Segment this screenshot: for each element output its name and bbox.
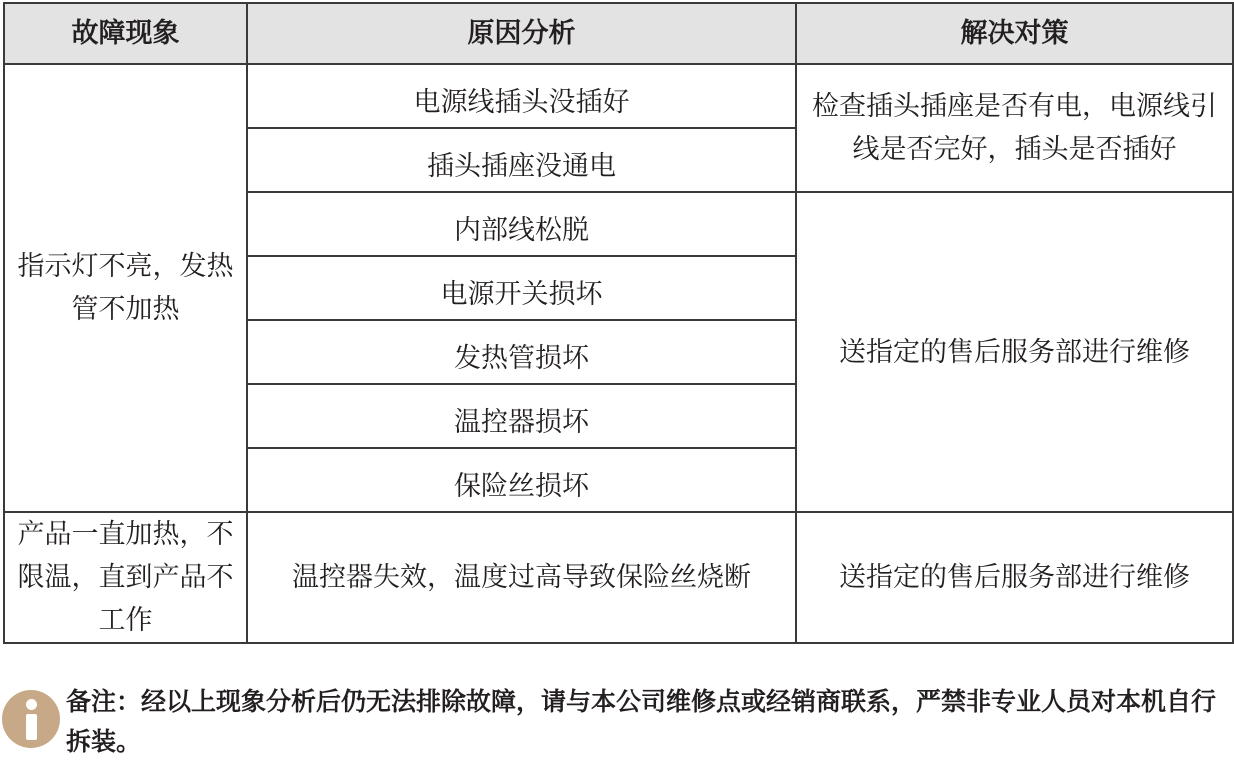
phenomenon-text: 产品一直加热，不限温，直到产品不工作 — [17, 519, 234, 636]
solution-cell — [796, 64, 1233, 192]
cause-cell — [247, 192, 796, 256]
cause-text: 电源开关损坏 — [440, 279, 603, 310]
table-row — [4, 512, 1233, 643]
note-block — [0, 680, 1234, 758]
header-solution: 解决对策 — [796, 3, 1233, 64]
cause-cell — [247, 320, 796, 384]
cause-cell — [247, 64, 796, 128]
info-icon-dot — [26, 699, 37, 710]
cause-text: 温控器损坏 — [454, 407, 589, 438]
cause-text: 保险丝损坏 — [454, 471, 589, 502]
solution-text: 送指定的售后服务部进行维修 — [839, 336, 1190, 368]
phenomenon-cell — [4, 64, 247, 512]
info-icon — [2, 690, 60, 748]
solution-text: 送指定的售后服务部进行维修 — [839, 562, 1190, 593]
note-text: 备注：经以上现象分析后仍无法排除故障，请与本公司维修点或经销商联系，严禁非专业人员对本机自行拆装。 — [66, 687, 1217, 756]
solution-cell — [796, 192, 1233, 512]
cause-cell — [247, 448, 796, 512]
solution-text: 检查插头插座是否有电，电源线引线是否完好，插头是否插好 — [812, 91, 1217, 165]
phenomenon-cell — [4, 512, 247, 643]
table-row — [4, 64, 1233, 128]
cause-cell — [247, 256, 796, 320]
header-row — [4, 3, 1233, 64]
cause-text: 发热管损坏 — [454, 343, 589, 374]
cause-text: 电源线插头没插好 — [413, 87, 630, 118]
phenomenon-text: 指示灯不亮，发热管不加热 — [17, 251, 234, 325]
cause-text: 温控器失效，温度过高导致保险丝烧断 — [292, 562, 751, 593]
cause-text: 内部线松脱 — [454, 215, 589, 246]
header-phenomenon: 故障现象 — [4, 3, 247, 64]
cause-cell — [247, 384, 796, 448]
info-icon-bar — [26, 714, 37, 740]
fault-table — [3, 2, 1234, 644]
cause-cell — [247, 512, 796, 643]
cause-text: 插头插座没通电 — [427, 151, 616, 182]
solution-cell — [796, 512, 1233, 643]
cause-cell — [247, 128, 796, 192]
header-cause: 原因分析 — [247, 3, 796, 64]
